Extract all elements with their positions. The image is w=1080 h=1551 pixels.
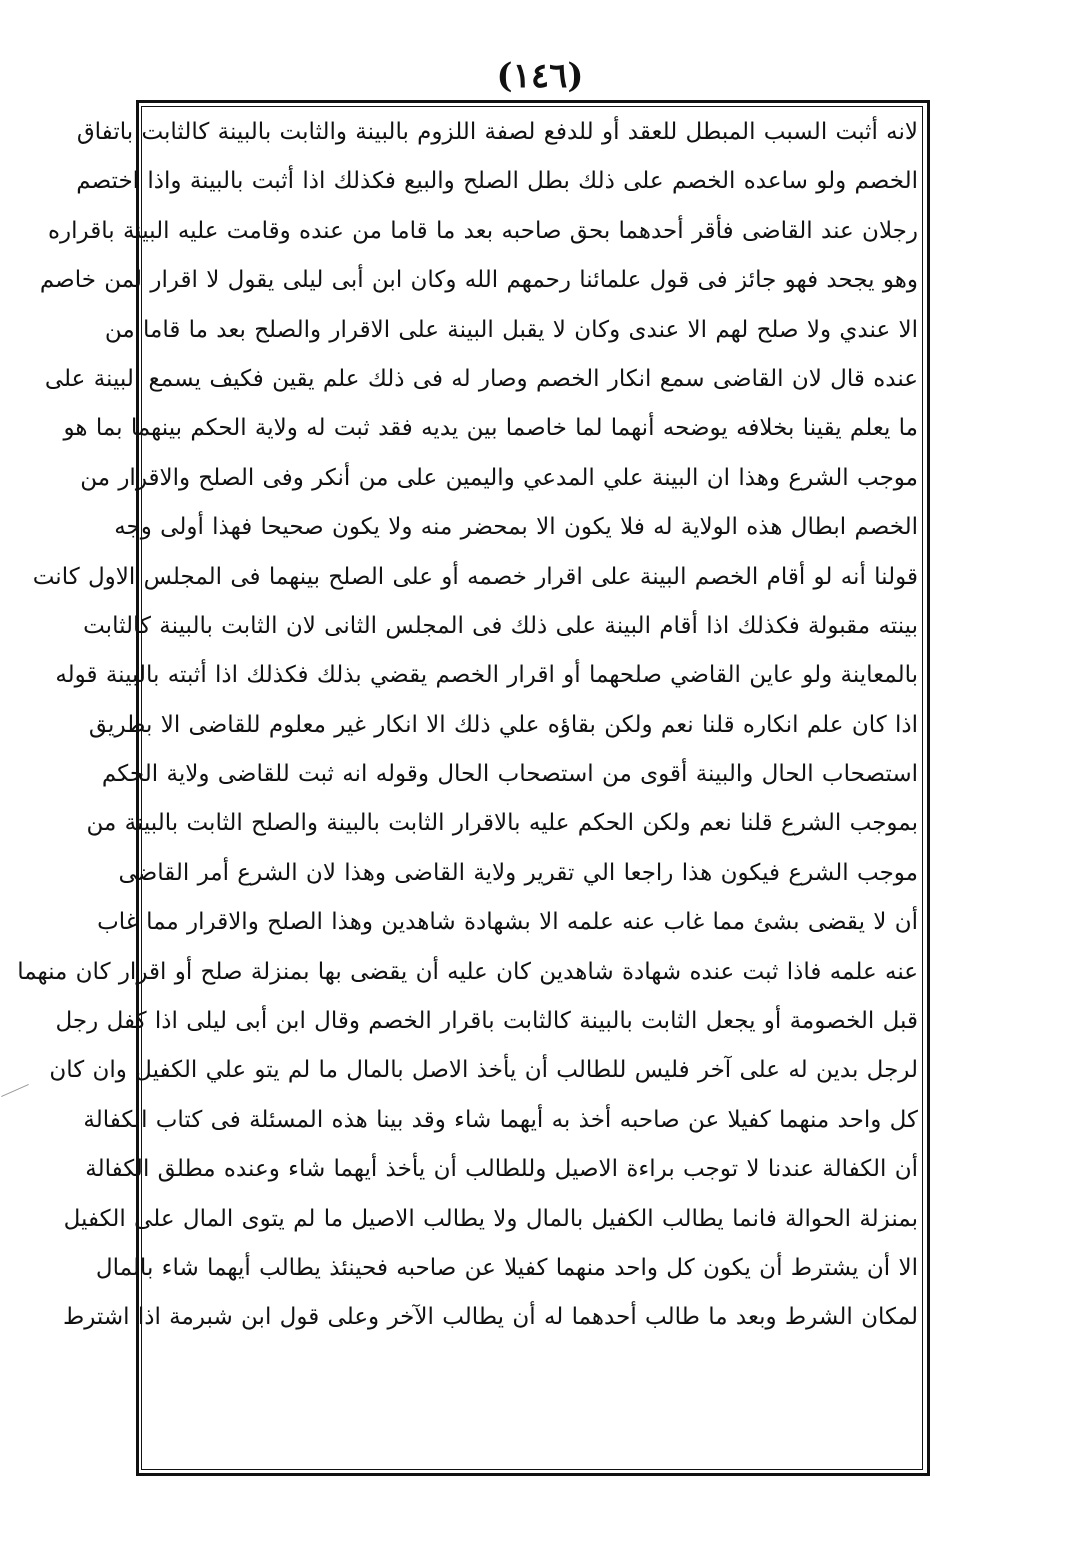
text-line: الخصم ابطال هذه الولاية له فلا يكون الا بمحضر منه ولا يكون صحيحا فهذا أولى وجه xyxy=(114,514,918,541)
text-line: بمنزلة الحوالة فانما يطالب الكفيل بالمال ولا يطالب الاصيل ما لم يتوى المال على الكفيل xyxy=(63,1205,918,1232)
text-line: بالمعاينة ولو عاين القاضي صلحهما أو اقرار الخصم يقضي بذلك فكذلك اذا أثبته بالبينة قوله xyxy=(55,662,918,689)
body-text xyxy=(17,108,918,1343)
text-line: قولنا أنه لو أقام الخصم البينة على اقرار خصمه أو على الصلح بينهما فى المجلس الاول كانت xyxy=(32,563,918,590)
text-line: لمكان الشرط وبعد ما طالب أحدهما له أن يطالب الآخر وعلى قول ابن شبرمة اذا اشترط xyxy=(62,1304,918,1331)
text-line: عنده قال لان القاضى سمع انكار الخصم وصار له فى ذلك علم يقين فكيف يسمع البينة على xyxy=(44,365,918,392)
text-line: لرجل بدين له على آخر فليس للطالب أن يأخذ الاصل بالمال ما لم يتو علي الكفيل وان كان xyxy=(49,1057,918,1084)
text-line: عنه علمه فاذا ثبت عنده شهادة شاهدين كان عليه أن يقضى بها بمنزلة صلح أو اقرار كان منهما xyxy=(17,958,918,985)
text-line: الخصم ولو ساعده الخصم على ذلك بطل الصلح والبيع فكذلك اذا أثبت بالبينة واذا اختصم xyxy=(76,168,918,195)
text-line: لانه أثبت السبب المبطل للعقد أو للدفع لصفة اللزوم بالبينة والثابت بالبينة كالثابت باتفاق xyxy=(76,119,918,145)
text-line: كل واحد منهما كفيلا عن صاحبه أخذ به أيهما شاء وقد بينا هذه المسئلة فى كتاب الكفالة xyxy=(83,1106,918,1133)
text-line: وهو يجحد فهو جائز فى قول علمائنا رحمهم الله وكان ابن أبى ليلى يقول لا اقرار لمن خاصم xyxy=(39,267,918,294)
text-line: موجب الشرع فيكون هذا راجعا الي تقرير ولاية القاضى وهذا لان الشرع أمر القاضى xyxy=(118,859,918,886)
text-line: ما يعلم يقينا بخلافه يوضحه أنهما لما خاصما بين يديه فقد ثبت له ولاية الحكم بينهما بما هو xyxy=(63,415,918,442)
text-line: رجلان عند القاضى فأقر أحدهما بحق صاحبه بعد ما قاما من عنده وقامت عليه البينة باقراره xyxy=(48,217,918,244)
text-line: قبل الخصومة أو يجعل الثابت بالبينة كالثابت باقرار الخصم وقال ابن أبى ليلى اذا كفل رجل xyxy=(55,1008,918,1035)
scan-mark xyxy=(1,1084,29,1097)
text-line: موجب الشرع وهذا ان البينة علي المدعي واليمين على من أنكر وفى الصلح والاقرار من xyxy=(80,464,918,491)
text-line: أن الكفالة عندنا لا توجب براءة الاصيل وللطالب أن يأخذ أيهما شاء وعنده مطلق الكفالة xyxy=(85,1156,918,1183)
text-line: الا عندي ولا صلح لهم الا عندى وكان لا يقبل البينة على الاقرار والصلح بعد ما قاما من xyxy=(104,316,918,343)
text-line: اذا كان علم انكاره قلنا نعم ولكن بقاؤه علي ذلك الا انكار غير معلوم للقاضى الا بطريق xyxy=(88,711,918,738)
page-number: (١٤٦) xyxy=(496,56,584,96)
text-line: الا أن يشترط أن يكون كل واحد منهما كفيلا عن صاحبه فحينئذ يطالب أيهما شاء بالمال xyxy=(95,1254,918,1281)
text-line: استصحاب الحال والبينة أقوى من استصحاب الحال وقوله انه ثبت للقاضى ولاية الحكم xyxy=(101,761,918,788)
text-line: أن لا يقضى بشئ مما غاب عنه علمه الا بشهادة شاهدين وهذا الصلح والاقرار مما غاب xyxy=(97,909,918,936)
text-line: بموجب الشرع قلنا نعم ولكن الحكم عليه بالاقرار الثابت بالبينة والصلح الثابت بالبينة من xyxy=(86,810,918,837)
text-line: بينته مقبولة فكذلك اذا أقام البينة على ذلك فى المجلس الثانى لان الثابت بالبينة كالثابت xyxy=(83,612,918,639)
